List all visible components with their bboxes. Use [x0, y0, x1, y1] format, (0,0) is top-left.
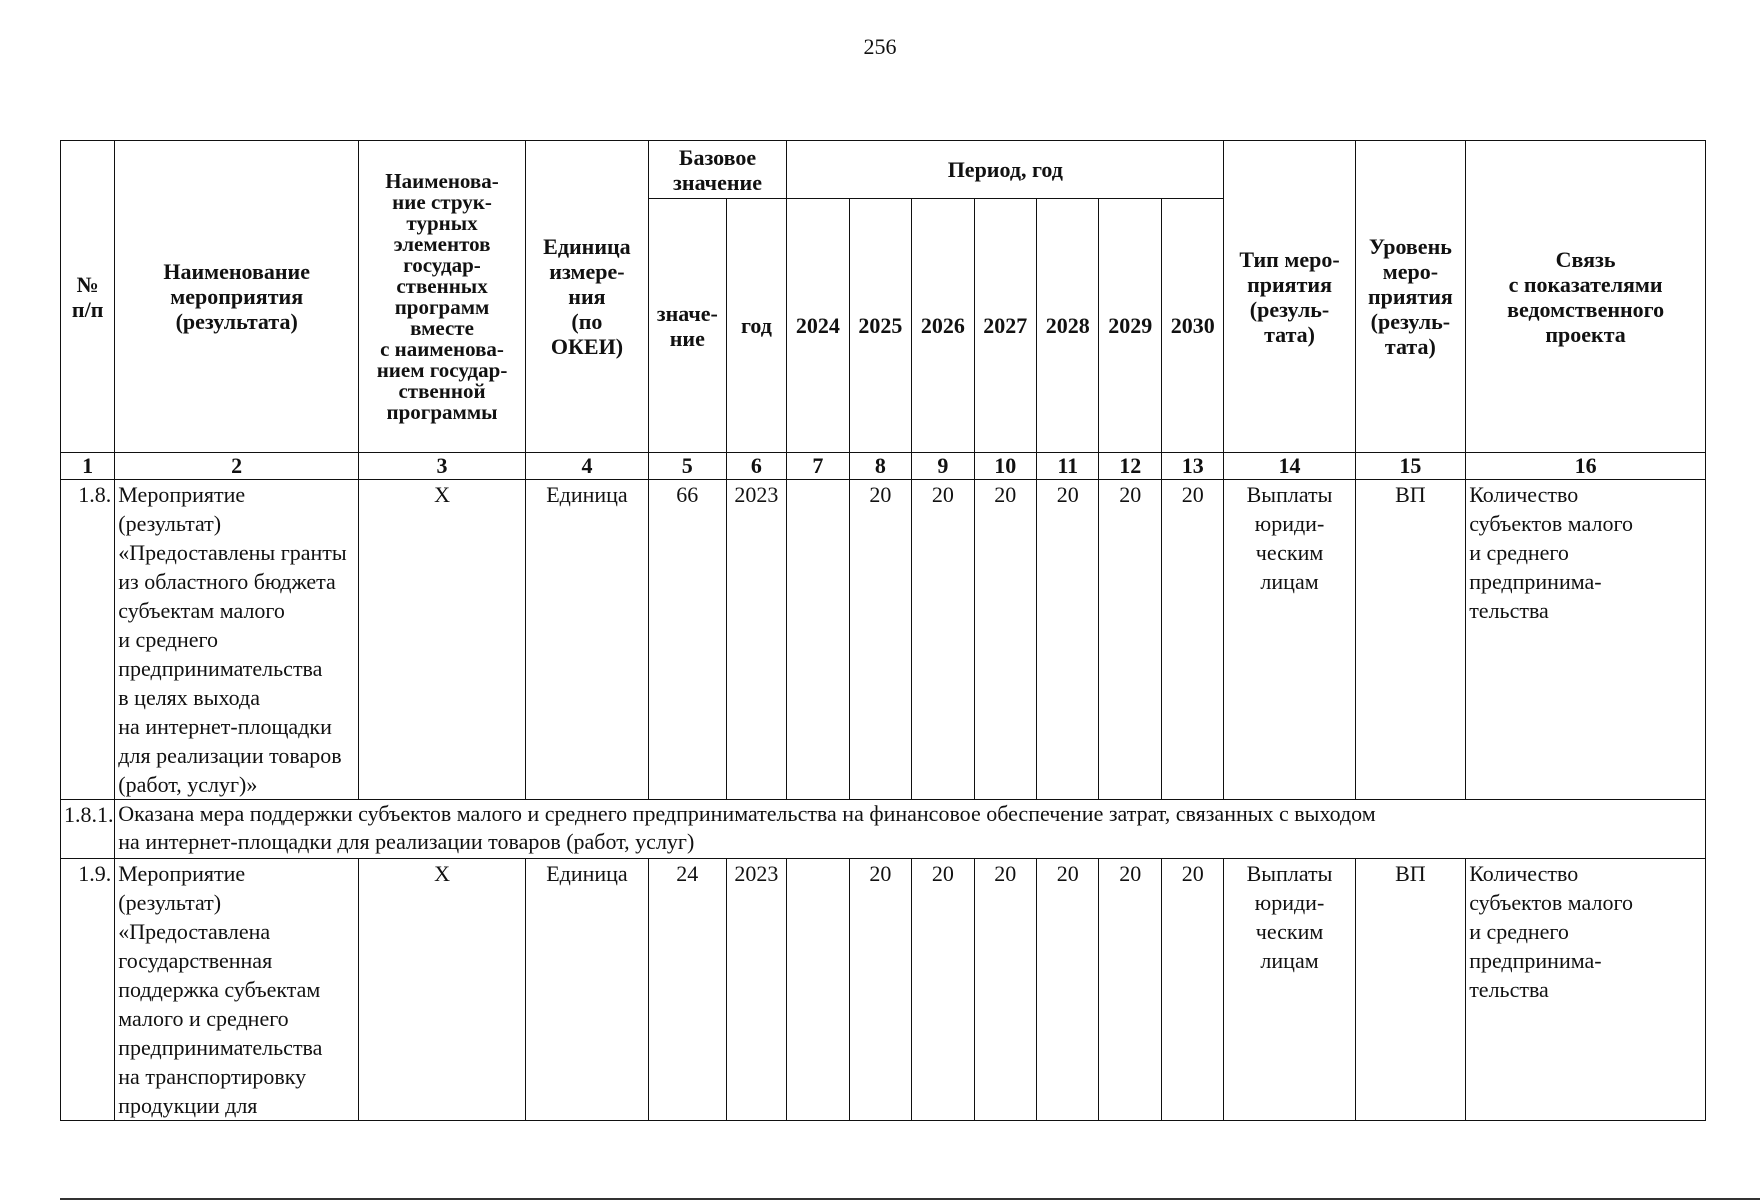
page-number: 256 [863, 34, 897, 59]
header-type: Тип меро- приятия (резуль- тата) [1224, 141, 1355, 453]
header-period: Период, год [787, 141, 1224, 199]
row-level: ВП [1355, 859, 1466, 1121]
row-year-2024 [787, 480, 849, 800]
column-number: 9 [912, 453, 974, 480]
row-year-2024 [787, 859, 849, 1121]
row-year-2029: 20 [1099, 859, 1161, 1121]
row-name: Мероприятие (результат) «Предоставлены гранты из областного бюджета субъектам малого и среднего предпринимательства в целях выхода на интернет-площадки для реализации товаров (работ, услуг)» [115, 480, 359, 800]
header-name: Наименование мероприятия (результата) [115, 141, 359, 453]
header-unit: Единица измере- ния (по ОКЕИ) [525, 141, 648, 453]
column-number: 11 [1037, 453, 1099, 480]
activities-table [60, 140, 1706, 1121]
header-struct: Наименова- ние струк- турных элементов государ- ственных программ вместе с наименова- нием государ- ственной программы [359, 141, 526, 453]
row-unit: Единица [525, 480, 648, 800]
header-year-2024: 2024 [787, 199, 849, 453]
row-type: Выплаты юриди- ческим лицам [1224, 859, 1355, 1121]
header-year-2030: 2030 [1161, 199, 1224, 453]
header-value: значе- ние [648, 199, 726, 453]
column-number: 15 [1355, 453, 1466, 480]
header-level: Уровень меро- приятия (резуль- тата) [1355, 141, 1466, 453]
header-year: год [726, 199, 786, 453]
row-level: ВП [1355, 480, 1466, 800]
column-number: 8 [849, 453, 911, 480]
column-number: 5 [648, 453, 726, 480]
column-numbers-row [61, 453, 1706, 480]
subrow-num: 1.8.1. [61, 800, 115, 859]
column-number: 4 [525, 453, 648, 480]
column-number: 12 [1099, 453, 1161, 480]
header-year-2026: 2026 [912, 199, 974, 453]
column-number: 3 [359, 453, 526, 480]
column-number: 10 [974, 453, 1036, 480]
row-base-year: 2023 [726, 480, 786, 800]
row-unit: Единица [525, 859, 648, 1121]
row-num: 1.8. [61, 480, 115, 800]
header-link: Связь с показателями ведомственного проекта [1466, 141, 1706, 453]
row-num: 1.9. [61, 859, 115, 1121]
row-year-2028: 20 [1037, 480, 1099, 800]
table-row [61, 859, 1706, 1121]
column-number: 16 [1466, 453, 1706, 480]
header-num: № п/п [61, 141, 115, 453]
row-year-2025: 20 [849, 859, 911, 1121]
row-base-value: 24 [648, 859, 726, 1121]
table-row [61, 480, 1706, 800]
column-number: 7 [787, 453, 849, 480]
table-subrow [61, 800, 1706, 859]
subrow-text: Оказана мера поддержки субъектов малого и среднего предпринимательства на финансовое обеспечение затрат, связанных с выходом на интернет-площадки для реализации товаров (работ, услуг) [115, 800, 1706, 859]
header-year-2029: 2029 [1099, 199, 1161, 453]
row-base-year: 2023 [726, 859, 786, 1121]
column-number: 1 [61, 453, 115, 480]
column-number: 14 [1224, 453, 1355, 480]
row-name: Мероприятие (результат) «Предоставлена государственная поддержка субъектам малого и среднего предпринимательства на транспортировку продукции для [115, 859, 359, 1121]
header-base: Базовое значение [648, 141, 786, 199]
row-struct: Х [359, 859, 526, 1121]
row-year-2027: 20 [974, 859, 1036, 1121]
row-year-2030: 20 [1161, 859, 1224, 1121]
header-year-2027: 2027 [974, 199, 1036, 453]
column-number: 13 [1161, 453, 1224, 480]
row-year-2027: 20 [974, 480, 1036, 800]
row-link: Количество субъектов малого и среднего предпринима- тельства [1466, 859, 1706, 1121]
column-number: 2 [115, 453, 359, 480]
row-type: Выплаты юриди- ческим лицам [1224, 480, 1355, 800]
row-link: Количество субъектов малого и среднего предпринима- тельства [1466, 480, 1706, 800]
row-struct: Х [359, 480, 526, 800]
header-year-2028: 2028 [1037, 199, 1099, 453]
row-year-2026: 20 [912, 859, 974, 1121]
row-base-value: 66 [648, 480, 726, 800]
row-year-2029: 20 [1099, 480, 1161, 800]
header-year-2025: 2025 [849, 199, 911, 453]
row-year-2025: 20 [849, 480, 911, 800]
row-year-2030: 20 [1161, 480, 1224, 800]
row-year-2026: 20 [912, 480, 974, 800]
row-year-2028: 20 [1037, 859, 1099, 1121]
column-number: 6 [726, 453, 786, 480]
